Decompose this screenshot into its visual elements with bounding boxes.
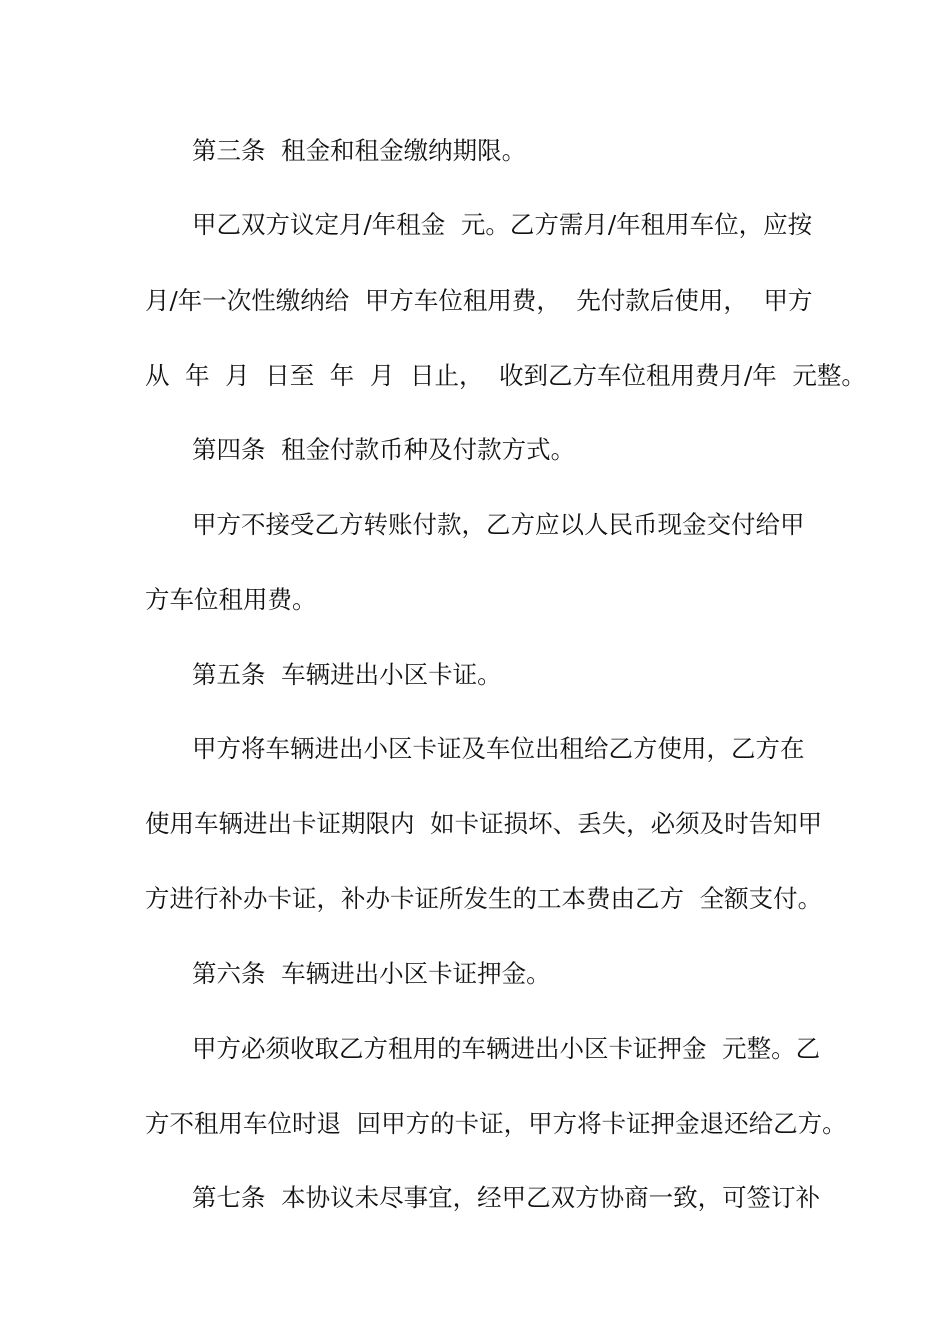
paragraph-line: 方不租用车位时退 回甲方的卡证，甲方将卡证押金退还给乙方。 [145,1109,847,1138]
article-4-heading: 第四条 租金付款币种及付款方式。 [192,435,576,464]
paragraph-line: 甲方将车辆进出小区卡证及车位出租给乙方使用，乙方在 [192,734,805,763]
article-5-heading: 第五条 车辆进出小区卡证。 [192,660,502,689]
paragraph-line: 甲方不接受乙方转账付款，乙方应以人民币现金交付给甲 [192,510,805,539]
paragraph-line: 甲乙双方议定月/年租金 元。乙方需月/年租用车位，应按 [192,210,813,239]
paragraph-line: 甲方必须收取乙方租用的车辆进出小区卡证押金 元整。乙 [192,1034,821,1063]
article-3-heading: 第三条 租金和租金缴纳期限。 [192,136,527,165]
article-6-heading: 第六条 车辆进出小区卡证押金。 [192,959,551,988]
paragraph-line: 方车位租用费。 [145,585,317,614]
paragraph-line: 从 年 月 日至 年 月 日止， 收到乙方车位租用费月/年 元整。 [145,361,866,390]
paragraph-line: 方进行补办卡证，补办卡证所发生的工本费由乙方 全额支付。 [145,884,823,913]
paragraph-line: 使用车辆进出卡证期限内 如卡证损坏、丢失，必须及时告知甲 [145,809,823,838]
paragraph-line: 月/年一次性缴纳给 甲方车位租用费， 先付款后使用， 甲方 [145,286,813,315]
article-7-heading: 第七条 本协议未尽事宜，经甲乙双方协商一致，可签订补 [192,1183,821,1212]
